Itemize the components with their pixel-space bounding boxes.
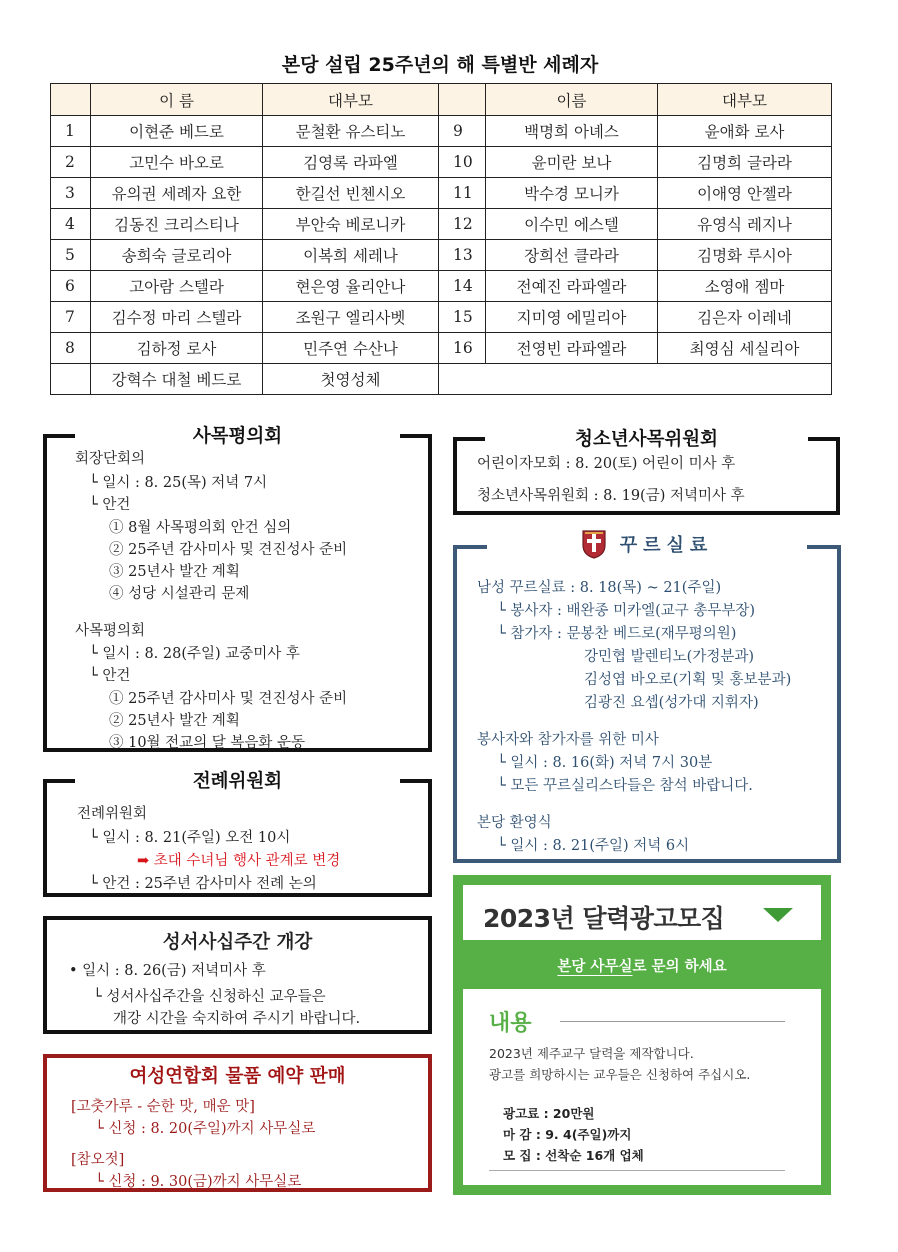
table-cell: 장희선 클라라 (486, 240, 658, 271)
table-cell: 이복희 세레나 (263, 240, 439, 271)
table-cell: 첫영성체 (263, 364, 439, 395)
table-cell: 1 (51, 116, 91, 147)
text-line: ② 25년사 발간 계획 (109, 713, 240, 729)
table-row (51, 240, 832, 271)
table-cell: 고민수 바오로 (91, 147, 263, 178)
divider (560, 1021, 785, 1022)
text-line: 개강 시간을 숙지하여 주시기 바랍니다. (113, 1011, 361, 1027)
table-cell: 최영심 세실리아 (658, 333, 832, 364)
calendar-ad-subtitle (453, 955, 831, 976)
table-header-cell (439, 84, 486, 116)
cursillo-emblem-icon (581, 529, 607, 559)
table-cell: 윤애화 로사 (658, 116, 832, 147)
liturgy-title: 전례위원회 (167, 771, 308, 792)
text-line: 강민협 발렌티노(가정분과) (584, 649, 754, 665)
text-line: 사목평의회 (75, 623, 146, 639)
text-line: └ 참가자 : 문봉찬 베드로(재무평의원) (497, 626, 737, 642)
table-cell: 백명희 아녜스 (486, 116, 658, 147)
details-text: 2023년 제주교구 달력을 제작합니다. (489, 1046, 694, 1061)
bible-title: 성서사십주간 개강 (162, 932, 313, 953)
youth-title: 청소년사목위원회 (549, 429, 744, 450)
table-cell: 4 (51, 209, 91, 240)
text-line: 봉사자와 참가자를 위한 미사 (477, 732, 659, 748)
text-line: 청소년사목위원회 : 8. 19(금) 저녁미사 후 (477, 488, 745, 504)
table-cell: 고아람 스텔라 (91, 271, 263, 302)
table-cell (439, 364, 832, 395)
text-line: └ 모든 꾸르실리스타들은 참석 바랍니다. (497, 778, 753, 794)
table-header-row (51, 84, 832, 116)
details-title: 내용 (489, 1011, 532, 1036)
table-cell: 부안숙 베로니카 (263, 209, 439, 240)
text-line: └ 봉사자 : 배완종 미카엘(교구 총무부장) (497, 603, 756, 619)
table-cell: 박수경 모니카 (486, 178, 658, 209)
table-cell: 이수민 에스텔 (486, 209, 658, 240)
text-line: [고춧가루 - 순한 맛, 매운 맛] (71, 1099, 255, 1115)
table-header-cell: 대부모 (263, 84, 439, 116)
table-cell: 민주연 수산나 (263, 333, 439, 364)
women-sale-box (43, 1054, 432, 1192)
table-cell: 7 (51, 302, 91, 333)
table-row (51, 333, 832, 364)
text-line: [참오젓] (71, 1152, 125, 1168)
table-header-cell: 이 름 (91, 84, 263, 116)
text-line: └ 일시 : 8. 21(주일) 저녁 6시 (497, 838, 690, 854)
table-cell: 8 (51, 333, 91, 364)
table-cell: 2 (51, 147, 91, 178)
baptism-table (50, 83, 832, 395)
calendar-ad-details (463, 989, 821, 1185)
table-row (51, 209, 832, 240)
ad-recruit: 모 집 : 선착순 16개 업체 (503, 1148, 644, 1163)
table-cell: 14 (439, 271, 486, 302)
table-cell: 김동진 크리스티나 (91, 209, 263, 240)
table-cell: 지미영 에밀리아 (486, 302, 658, 333)
table-cell: 전영빈 라파엘라 (486, 333, 658, 364)
bible-box (43, 916, 432, 1034)
women-sale-title: 여성연합회 물품 예약 판매 (129, 1066, 346, 1087)
table-cell: 김수정 마리 스텔라 (91, 302, 263, 333)
text-line: └ 안건 (89, 668, 131, 684)
text-line: └ 일시 : 8. 16(화) 저녁 7시 30분 (497, 755, 713, 771)
text-line: 김성엽 바오로(기획 및 홍보분과) (584, 672, 792, 688)
text-line: 전례위원회 (77, 806, 148, 822)
table-header-cell (51, 84, 91, 116)
table-cell: 한길선 빈첸시오 (263, 178, 439, 209)
table-row (51, 302, 832, 333)
page-title: 본당 설립 25주년의 해 특별반 세례자 (281, 54, 599, 76)
table-cell: 김명화 루시아 (658, 240, 832, 271)
table-row (51, 116, 832, 147)
table-header-cell: 대부모 (658, 84, 832, 116)
subtitle-rest: 로 문의 하세요 (632, 959, 727, 975)
table-cell: 현은영 율리안나 (263, 271, 439, 302)
text-line: • 일시 : 8. 26(금) 저녁미사 후 (69, 963, 266, 979)
table-row (51, 364, 832, 395)
text-line: ② 25주년 감사미사 및 견진성사 준비 (109, 542, 348, 558)
table-cell: 10 (439, 147, 486, 178)
table-cell: 송희숙 글로리아 (91, 240, 263, 271)
text-line: ➡ 초대 수녀님 행사 관계로 변경 (137, 853, 341, 869)
office-link-text: 본당 사무실 (557, 959, 633, 975)
text-line: └ 성서사십주간을 신청하신 교우들은 (93, 989, 326, 1005)
table-cell: 6 (51, 271, 91, 302)
table-row (51, 271, 832, 302)
divider (489, 1170, 785, 1171)
text-line: └ 일시 : 8. 25(목) 저녁 7시 (89, 475, 268, 491)
text-line: └ 일시 : 8. 28(주일) 교중미사 후 (89, 646, 300, 662)
table-cell: 11 (439, 178, 486, 209)
text-line: ③ 10월 전교의 달 복음화 운동 (109, 735, 306, 751)
table-cell: 소영애 젬마 (658, 271, 832, 302)
liturgy-box (43, 771, 432, 897)
table-cell: 5 (51, 240, 91, 271)
youth-box (453, 429, 840, 515)
table-cell: 이애영 안젤라 (658, 178, 832, 209)
ad-fee: 광고료 : 20만원 (503, 1106, 595, 1121)
table-cell: 3 (51, 178, 91, 209)
text-line: └ 안건 : 25주년 감사미사 전례 논의 (89, 876, 317, 892)
table-cell: 김은자 이레네 (658, 302, 832, 333)
table-cell: 김하정 로사 (91, 333, 263, 364)
table-cell: 13 (439, 240, 486, 271)
table-row (51, 147, 832, 178)
text-line: ① 8월 사목평의회 안건 심의 (109, 520, 292, 536)
pastoral-council-title: 사목평의회 (167, 426, 308, 447)
table-cell: 16 (439, 333, 486, 364)
text-line: ④ 성당 시설관리 문제 (109, 586, 250, 602)
pastoral-council-box (43, 426, 432, 752)
cursillo-box (453, 535, 841, 863)
calendar-ad-header (463, 885, 821, 940)
table-cell: 15 (439, 302, 486, 333)
details-text: 광고를 희망하시는 교우들은 신청하여 주십시오. (489, 1067, 751, 1082)
table-cell: 이현준 베드로 (91, 116, 263, 147)
table-cell: 문철환 유스티노 (263, 116, 439, 147)
table-cell: 유영식 레지나 (658, 209, 832, 240)
table-cell (51, 364, 91, 395)
text-line: └ 안건 (89, 497, 131, 513)
text-line: ① 25주년 감사미사 및 견진성사 준비 (109, 691, 348, 707)
text-line: 남성 꾸르실료 : 8. 18(목) ~ 21(주일) (477, 580, 722, 596)
table-cell: 조원구 엘리사벳 (263, 302, 439, 333)
table-cell: 강혁수 대철 베드로 (91, 364, 263, 395)
triangle-down-icon (763, 908, 793, 922)
text-line: ③ 25년사 발간 계획 (109, 564, 240, 580)
table-cell: 김명희 글라라 (658, 147, 832, 178)
text-line: └ 신청 : 9. 30(금)까지 사무실로 (95, 1174, 302, 1190)
calendar-ad-box (453, 875, 831, 1195)
cursillo-title: 꾸르실료 (619, 535, 714, 556)
text-line: 회장단회의 (75, 451, 146, 467)
table-cell: 유의권 세례자 요한 (91, 178, 263, 209)
table-row (51, 178, 832, 209)
text-line: 본당 환영식 (477, 815, 552, 831)
table-cell: 전예진 라파엘라 (486, 271, 658, 302)
table-cell: 윤미란 보나 (486, 147, 658, 178)
table-cell: 김영록 라파엘 (263, 147, 439, 178)
table-cell: 12 (439, 209, 486, 240)
ad-deadline: 마 감 : 9. 4(주일)까지 (503, 1127, 632, 1142)
text-line: 김광진 요셉(성가대 지휘자) (584, 695, 759, 711)
table-cell: 9 (439, 116, 486, 147)
text-line: └ 일시 : 8. 21(주일) 오전 10시 (89, 830, 291, 846)
text-line: └ 신청 : 8. 20(주일)까지 사무실로 (95, 1121, 316, 1137)
text-line: 어린이자모회 : 8. 20(토) 어린이 미사 후 (477, 456, 736, 472)
table-header-cell: 이름 (486, 84, 658, 116)
calendar-ad-title: 2023년 달력광고모집 (483, 904, 725, 933)
